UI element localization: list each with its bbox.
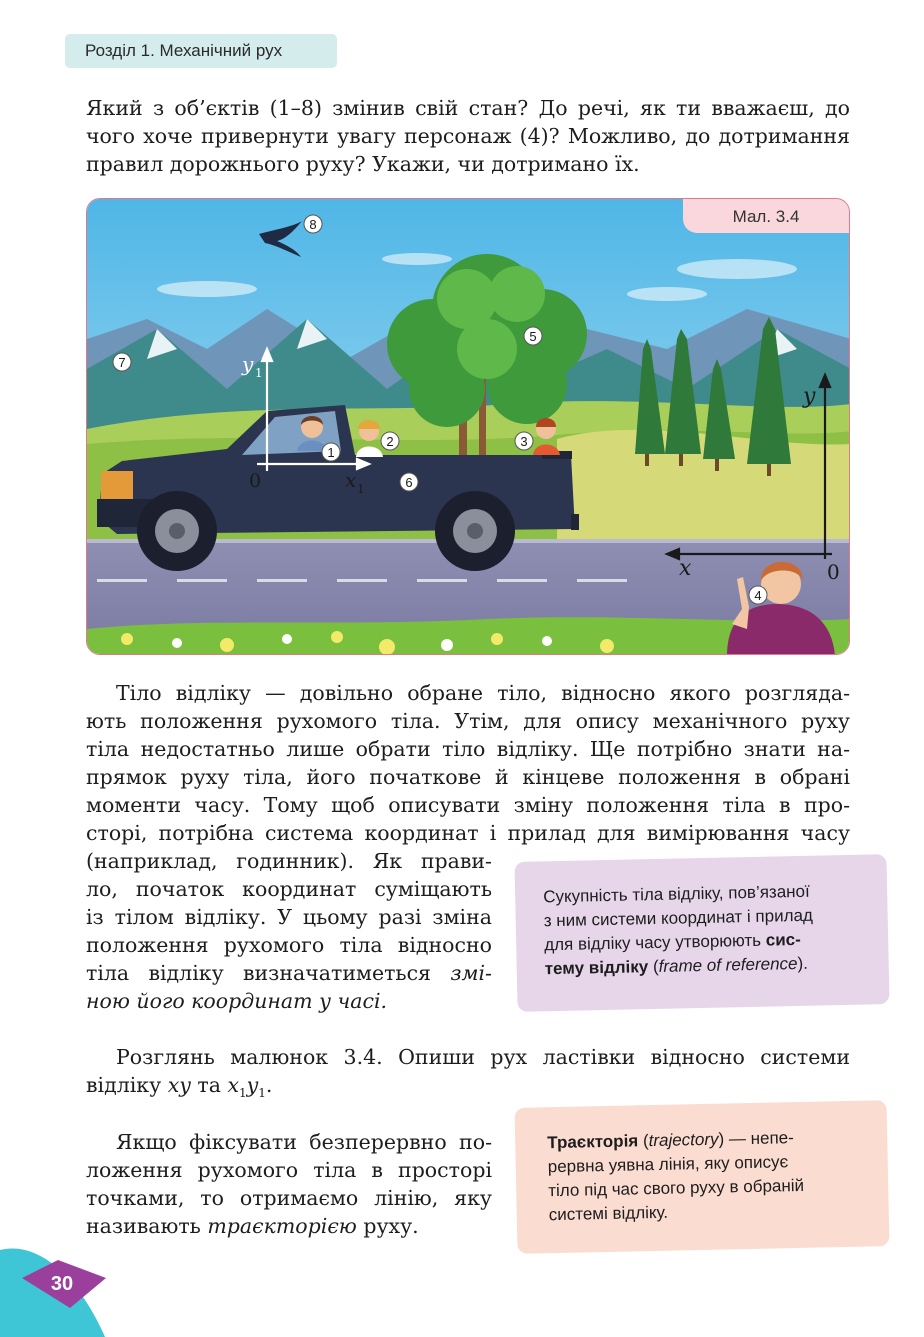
text-line: точками, то отримаємо лінію, яку <box>86 1186 492 1210</box>
term-fragment: Траєкторія <box>547 1131 639 1153</box>
term-fragment: сис- <box>765 929 801 950</box>
text-line: Сукупність тіла відліку, пов’язаної <box>543 881 810 907</box>
body-paragraph-3 <box>86 1128 492 1240</box>
axis-label-x1: x <box>345 468 357 492</box>
definition-box-trajectory <box>515 1100 890 1254</box>
text-line: сторі, потрібна система координат і прилад для вимірювання часу <box>86 821 850 845</box>
svg-text:3: 3 <box>520 434 528 449</box>
svg-text:4: 4 <box>754 588 762 603</box>
text-fragment: тіла відліку визначатиметься <box>86 961 431 985</box>
math-y: y <box>246 1073 259 1097</box>
svg-text:6: 6 <box>405 475 413 490</box>
math-xy: xy <box>167 1073 191 1097</box>
math-x: x <box>227 1073 240 1097</box>
text-fragment: ). <box>797 953 809 974</box>
math-sub: 1 <box>258 1086 266 1101</box>
text-fragment: руху. <box>356 1214 419 1238</box>
page-number: 30 <box>50 1273 74 1295</box>
text-line: тіла недостатньо лише обрати тіло відліку. Ще потрібно знати на- <box>86 737 850 761</box>
text-line: Тіло відліку — довільно обране тіло, відносно якого розглядa- <box>116 681 850 705</box>
text-line: положення рухомого тіла відносно <box>86 933 492 957</box>
marker-1 <box>322 443 340 461</box>
text-line: правил дорожнього руху? Укажи, чи дотримано їх. <box>86 152 640 176</box>
origin-label-1: 0 <box>249 470 262 492</box>
svg-text:1: 1 <box>327 445 335 460</box>
origin-label: 0 <box>827 560 840 584</box>
text-line: системі відліку. <box>548 1202 669 1225</box>
text-line: з ним системи координат і прилад <box>543 905 814 931</box>
definition-box-frame-of-reference <box>514 854 889 1012</box>
marker-3 <box>515 432 533 450</box>
figure-3-4 <box>86 198 850 655</box>
text-line: ною його координат у часі. <box>86 989 388 1013</box>
italic-fragment: траєкторією <box>207 1214 357 1238</box>
text-line: чого хоче привернути увагу персонаж (4)? Можливо, до дотримання <box>86 124 850 148</box>
italic-fragment: змі- <box>450 961 492 985</box>
text-line: рервна уявна лінія, яку описує <box>547 1152 789 1177</box>
text-line <box>86 1071 850 1107</box>
body-paragraph-2 <box>86 1043 850 1107</box>
text-fragment: та <box>190 1073 228 1097</box>
english-term: trajectory <box>648 1129 719 1151</box>
body-paragraph-1-cont <box>86 847 492 1015</box>
text-line: Який з об’єктів (1–8) змінив свій стан? До речі, як ти вважаєш, до <box>86 96 850 120</box>
text-line: Якщо фіксувати безперервно по- <box>116 1130 492 1154</box>
text-fragment: ( <box>648 956 659 977</box>
text-line: прямок руху тіла, його початкове й кінцеве положення в обрані <box>86 765 850 789</box>
axis-label-y: y <box>803 384 816 409</box>
marker-5 <box>524 327 542 345</box>
term-fragment: тему відліку <box>544 957 649 979</box>
figure-caption: Мал. 3.4 <box>683 199 849 233</box>
text-line <box>86 959 492 987</box>
intro-paragraph <box>86 94 850 178</box>
marker-6 <box>400 473 418 491</box>
marker-4 <box>749 586 767 604</box>
marker-7 <box>113 353 131 371</box>
text-fragment: ( <box>638 1131 649 1151</box>
text-line: ло, початок координат суміщають <box>86 877 492 901</box>
marker-2 <box>381 432 399 450</box>
axis-sub-x1: 1 <box>357 482 365 496</box>
body-paragraph-1 <box>86 679 850 847</box>
axis-label-y1: y <box>242 352 254 376</box>
traffic-illustration <box>87 199 850 655</box>
text-line: ложення рухомого тіла в просторі <box>86 1158 492 1182</box>
svg-text:2: 2 <box>386 434 394 449</box>
section-header: Розділ 1. Механічний рух <box>65 34 337 68</box>
math-sub: 1 <box>239 1086 247 1101</box>
text-line: (наприклад, годинник). Як прави- <box>86 849 492 873</box>
text-line: ють положення рухомого тіла. Утім, для опису механічного руху <box>86 709 850 733</box>
text-line: тіло під час свого руху в обраній <box>548 1175 805 1201</box>
text-fragment: для відліку часу утворюють <box>544 930 766 955</box>
text-fragment: називають <box>86 1214 208 1238</box>
text-fragment: . <box>265 1073 273 1097</box>
svg-text:5: 5 <box>529 329 537 344</box>
english-term: frame of reference <box>658 954 798 976</box>
page-number-corner <box>0 1210 130 1337</box>
axis-sub-y1: 1 <box>255 366 263 380</box>
svg-text:7: 7 <box>118 355 126 370</box>
text-line: Розглянь малюнок 3.4. Опиши рух ластівки відносно системи <box>116 1045 850 1069</box>
text-line: із тілом відліку. У цьому разі зміна <box>86 905 492 929</box>
text-line: моменти часу. Тому щоб описувати зміну положення тіла в про- <box>86 793 850 817</box>
text-line <box>86 1212 492 1240</box>
svg-text:8: 8 <box>309 217 317 232</box>
text-fragment: відліку <box>86 1073 168 1097</box>
marker-8 <box>304 215 322 233</box>
axis-label-x: x <box>679 556 692 581</box>
text-fragment: ) — непе- <box>718 1128 794 1149</box>
